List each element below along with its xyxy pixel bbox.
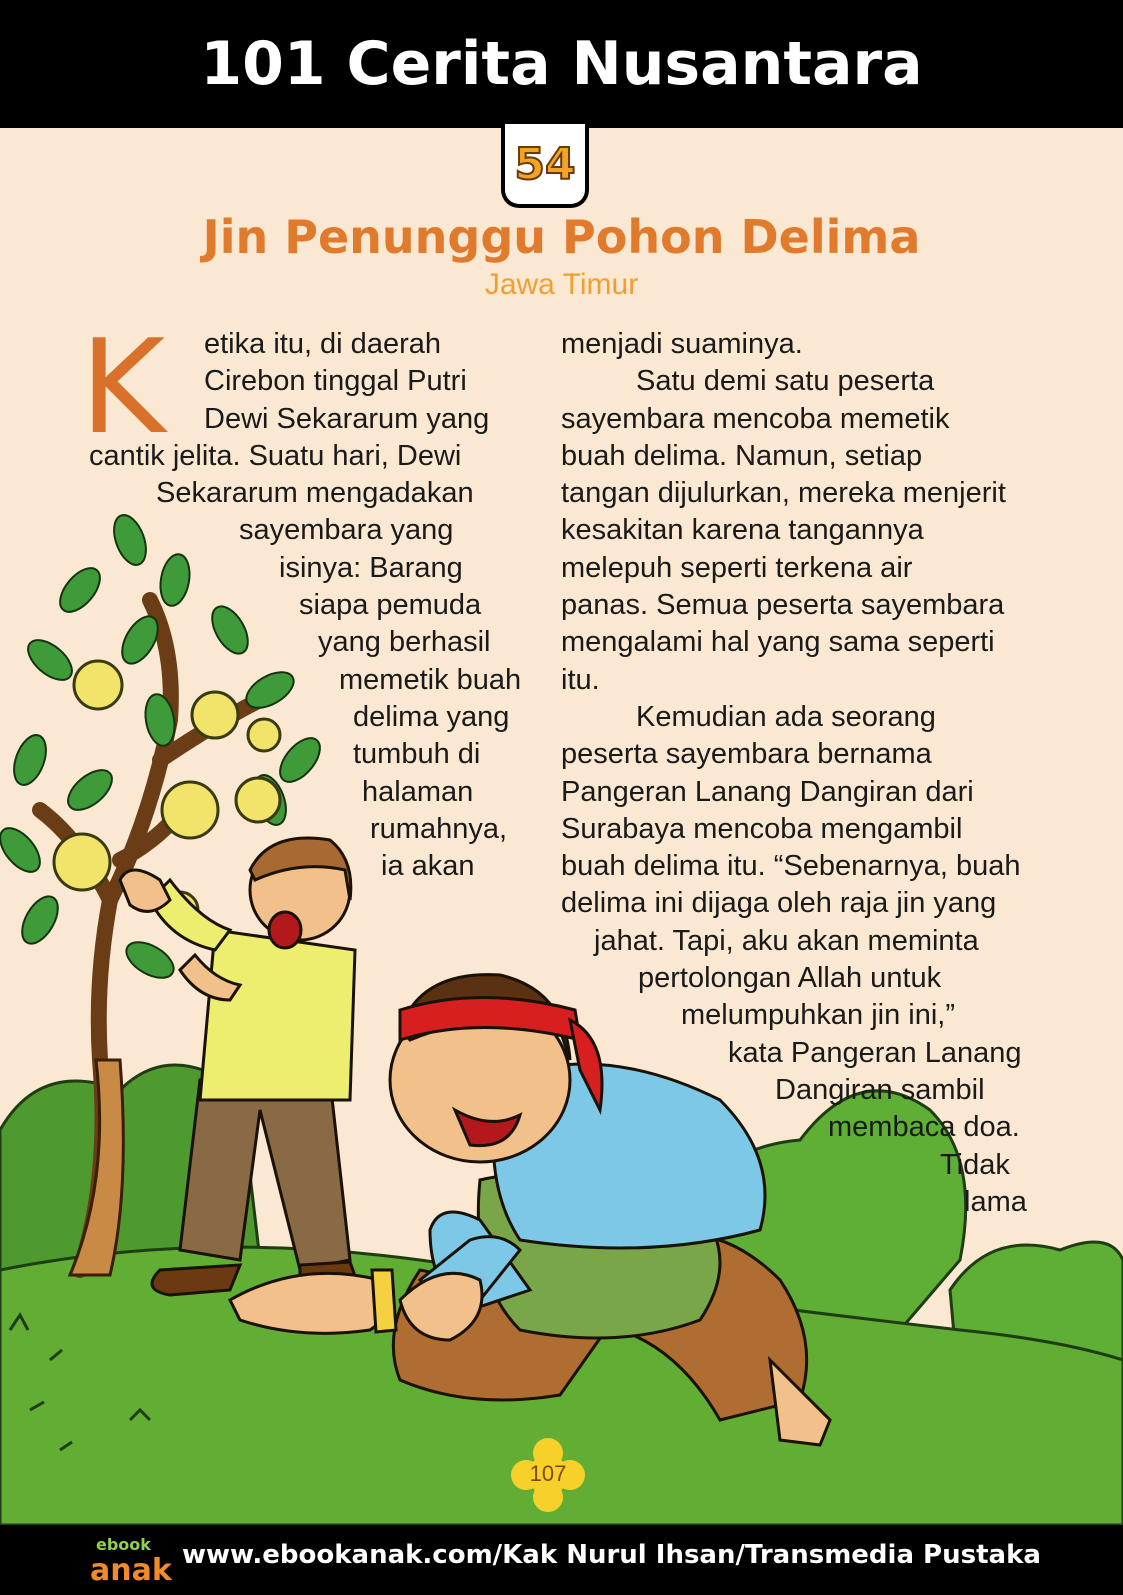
text-line: melepuh seperti terkena air: [561, 551, 913, 584]
text-line: Dangiran sambil: [775, 1073, 985, 1106]
text-line: halaman: [362, 775, 474, 808]
text-line: sayembara mencoba memetik: [561, 402, 950, 435]
text-line: cantik jelita. Suatu hari, Dewi: [89, 439, 462, 472]
text-line: delima ini dijaga oleh raja jin yang: [561, 887, 997, 920]
text-line: kata Pangeran Lanang: [728, 1036, 1022, 1069]
text-line: jahat. Tapi, aku akan meminta: [594, 924, 979, 957]
right-column-text: [0, 326, 1027, 1221]
text-line: panas. Semua peserta sayembara: [561, 589, 1005, 622]
text-line: siapa pemuda: [299, 589, 482, 622]
ebookanak-logo: [88, 1530, 184, 1586]
text-line: tumbuh di: [353, 738, 481, 771]
text-line: ia akan: [381, 850, 475, 883]
text-line: Satu demi satu peserta: [636, 365, 935, 398]
story-number: 54: [514, 138, 576, 190]
text-line: Cirebon tinggal Putri: [204, 365, 467, 398]
text-line: membaca doa.: [828, 1111, 1020, 1144]
text-line: tangan dijulurkan, mereka menjerit: [561, 477, 1006, 510]
page-number-badge: [510, 1437, 586, 1513]
text-line: kesakitan karena tangannya: [561, 514, 924, 547]
footer-credit: www.ebookanak.com/Kak Nurul Ihsan/Transmedia Pustaka: [182, 1540, 1041, 1570]
text-line: buah delima itu. “Sebenarnya, buah: [561, 850, 1021, 883]
text-line: itu.: [561, 663, 600, 696]
text-line: etika itu, di daerah: [204, 328, 441, 360]
text-line: isinya: Barang: [279, 551, 463, 584]
page-number: 107: [529, 1461, 567, 1486]
text-line: peserta sayembara bernama: [561, 738, 932, 771]
text-line: menjadi suaminya.: [561, 328, 803, 360]
text-line: rumahnya,: [370, 812, 508, 845]
drop-cap: K: [80, 311, 166, 463]
text-line: Sekararum mengadakan: [156, 477, 474, 510]
text-line: Surabaya mencoba mengambil: [561, 812, 963, 845]
text-line: sayembara yang: [239, 514, 454, 547]
text-line: Pangeran Lanang Dangiran dari: [561, 775, 974, 808]
svg-text:ebook: ebook: [96, 1535, 151, 1554]
svg-text:anak: anak: [90, 1553, 172, 1586]
text-line: yang berhasil: [318, 626, 491, 659]
text-line: Tidak: [940, 1148, 1010, 1181]
text-line: melumpuhkan jin ini,”: [681, 999, 956, 1032]
text-line: lama: [964, 1185, 1027, 1218]
book-title: 101 Cerita Nusantara: [200, 29, 923, 99]
text-line: Dewi Sekararum yang: [204, 402, 490, 435]
text-line: buah delima. Namun, setiap: [561, 439, 923, 472]
text-line: memetik buah: [339, 663, 522, 696]
story-title: Jin Penunggu Pohon Delima: [202, 210, 921, 264]
story-region: Jawa Timur: [484, 268, 639, 301]
text-line: mengalami hal yang sama seperti: [561, 626, 995, 659]
text-line: Kemudian ada seorang: [636, 700, 936, 733]
text-line: delima yang: [353, 700, 510, 733]
text-line: pertolongan Allah untuk: [638, 962, 942, 995]
